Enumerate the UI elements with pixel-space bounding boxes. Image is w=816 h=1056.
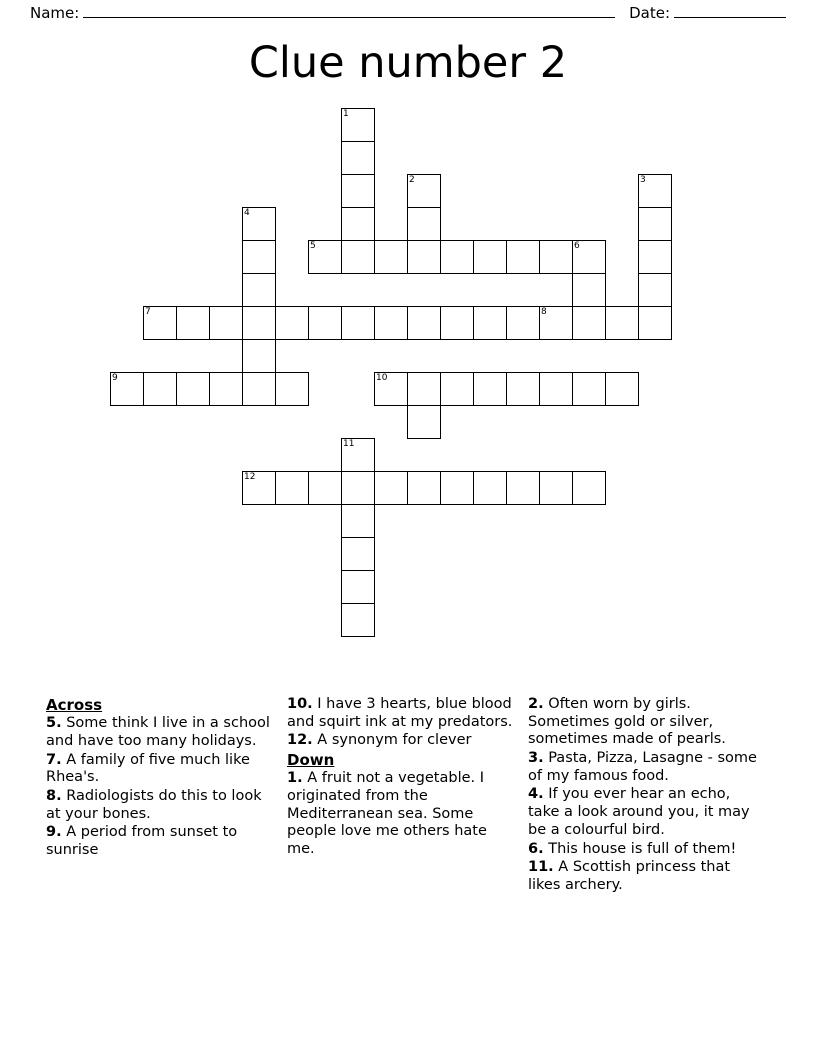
cell-number: 6 (574, 241, 580, 251)
crossword-cell[interactable] (143, 306, 177, 340)
clue-item (46, 824, 275, 859)
crossword-cell[interactable] (473, 240, 507, 274)
crossword-cell[interactable] (341, 471, 375, 505)
crossword-cell[interactable] (473, 471, 507, 505)
name-write-line[interactable] (83, 5, 615, 18)
clue-item (287, 732, 516, 750)
crossword-cell[interactable] (605, 372, 639, 406)
crossword-cell[interactable] (407, 405, 441, 439)
cell-number: 3 (640, 175, 646, 185)
clue-item (528, 786, 757, 839)
clue-item (528, 859, 757, 894)
clue-text: Pasta, Pizza, Lasagne - some of my famous food. (528, 750, 757, 784)
clue-number: 11. (528, 859, 554, 876)
clue-text: Often worn by girls. Sometimes gold or silver, sometimes made of pearls. (528, 696, 726, 748)
cell-number: 10 (376, 373, 388, 383)
crossword-cell[interactable] (176, 306, 210, 340)
page-title: Clue number 2 (248, 38, 568, 88)
crossword-cell[interactable] (341, 603, 375, 637)
crossword-cell[interactable] (242, 273, 276, 307)
cell-number: 7 (145, 307, 151, 317)
crossword-cell[interactable] (374, 471, 408, 505)
crossword-cell[interactable] (341, 141, 375, 175)
cell-number: 4 (244, 208, 250, 218)
clue-text: Radiologists do this to look at your bones. (46, 788, 262, 822)
clue-number: 2. (528, 696, 544, 712)
crossword-cell[interactable] (539, 372, 573, 406)
crossword-cell[interactable] (275, 306, 309, 340)
clue-text: This house is full of them! (543, 840, 737, 857)
crossword-cell[interactable] (341, 306, 375, 340)
clue-text: Some think I live in a school and have too many holidays. (46, 715, 270, 749)
clue-number: 3. (528, 750, 544, 767)
crossword-cell[interactable] (638, 174, 672, 208)
clue-number: 7. (46, 751, 62, 768)
clue-number: 10. (287, 696, 313, 712)
crossword-cell[interactable] (473, 372, 507, 406)
crossword-cell[interactable] (110, 372, 144, 406)
cell-number: 11 (343, 439, 355, 449)
clue-item (528, 750, 757, 785)
clues-column-1 (46, 696, 287, 896)
crossword-cell[interactable] (572, 273, 606, 307)
crossword-cell[interactable] (539, 306, 573, 340)
crossword-cell[interactable] (506, 372, 540, 406)
clue-text: A period from sunset to sunrise (46, 824, 238, 859)
clues-column-2 (287, 696, 528, 896)
crossword-cell[interactable] (341, 108, 375, 142)
crossword-grid[interactable] (0, 108, 816, 668)
clue-number: 12. (287, 732, 313, 749)
crossword-cell[interactable] (572, 306, 606, 340)
crossword-cell[interactable] (374, 372, 408, 406)
clue-text: A synonym for clever (312, 732, 472, 749)
clue-item (287, 770, 516, 858)
clue-number: 6. (528, 840, 544, 857)
date-label: Date: (629, 4, 670, 22)
crossword-cell[interactable] (341, 240, 375, 274)
crossword-cell[interactable] (440, 240, 474, 274)
clue-item (528, 841, 757, 859)
clue-number: 1. (287, 770, 303, 787)
crossword-cell[interactable] (242, 306, 276, 340)
crossword-cell[interactable] (242, 207, 276, 241)
crossword-cell[interactable] (539, 471, 573, 505)
crossword-cell[interactable] (638, 207, 672, 241)
crossword-cell[interactable] (242, 471, 276, 505)
cell-number: 5 (310, 241, 316, 251)
crossword-cell[interactable] (341, 207, 375, 241)
clue-number: 4. (528, 786, 544, 803)
cell-number: 9 (112, 373, 118, 383)
clue-item (528, 696, 757, 749)
crossword-cell[interactable] (308, 240, 342, 274)
crossword-cell[interactable] (242, 240, 276, 274)
crossword-cell[interactable] (341, 504, 375, 538)
crossword-cell[interactable] (209, 306, 243, 340)
clues-section (46, 696, 770, 896)
across-heading: Across (46, 696, 103, 714)
crossword-cell[interactable] (605, 306, 639, 340)
clue-text: A family of five much like Rhea's. (46, 751, 250, 786)
clue-number: 5. (46, 715, 62, 732)
cell-number: 2 (409, 175, 415, 185)
crossword-cell[interactable] (572, 372, 606, 406)
crossword-cell[interactable] (407, 471, 441, 505)
crossword-cell[interactable] (407, 306, 441, 340)
down-heading: Down (287, 751, 335, 770)
crossword-cell[interactable] (341, 537, 375, 571)
crossword-cell[interactable] (407, 174, 441, 208)
crossword-cell[interactable] (539, 240, 573, 274)
crossword-cell[interactable] (407, 207, 441, 241)
clue-item (46, 752, 275, 787)
crossword-cell[interactable] (275, 471, 309, 505)
cell-number: 1 (343, 109, 349, 119)
crossword-cell[interactable] (407, 240, 441, 274)
crossword-cell[interactable] (407, 372, 441, 406)
crossword-cell[interactable] (506, 240, 540, 274)
crossword-cell[interactable] (341, 174, 375, 208)
crossword-cell[interactable] (638, 240, 672, 274)
crossword-cell[interactable] (143, 372, 177, 406)
crossword-cell[interactable] (242, 372, 276, 406)
clue-text: A fruit not a vegetable. I originated from the Mediterranean sea. Some people love me others hate me. (287, 770, 487, 858)
crossword-cell[interactable] (308, 471, 342, 505)
crossword-cell[interactable] (440, 471, 474, 505)
crossword-cell[interactable] (572, 240, 606, 274)
clue-text: A Scottish princess that likes archery. (528, 859, 731, 893)
crossword-cell[interactable] (341, 438, 375, 472)
crossword-cell[interactable] (638, 273, 672, 307)
crossword-cell[interactable] (506, 306, 540, 340)
clue-text: I have 3 hearts, blue blood and squirt ink at my predators. (287, 696, 513, 730)
crossword-cell[interactable] (242, 339, 276, 373)
crossword-cell[interactable] (440, 372, 474, 406)
clue-number: 9. (46, 824, 62, 841)
cell-number: 12 (244, 472, 256, 482)
cell-number: 8 (541, 307, 547, 317)
clue-item (46, 788, 275, 823)
crossword-cell[interactable] (176, 372, 210, 406)
crossword-cell[interactable] (341, 570, 375, 604)
date-write-line[interactable] (674, 5, 786, 18)
crossword-cell[interactable] (440, 306, 474, 340)
name-date-line (30, 4, 786, 22)
crossword-cell[interactable] (209, 372, 243, 406)
clue-item (287, 696, 516, 731)
clue-number: 8. (46, 788, 62, 805)
crossword-cell[interactable] (308, 306, 342, 340)
clue-item (46, 715, 275, 750)
crossword-cell[interactable] (506, 471, 540, 505)
crossword-cell[interactable] (473, 306, 507, 340)
clue-text: If you ever hear an echo, take a look around you, it may be a colourful bird. (528, 786, 750, 838)
crossword-cell[interactable] (374, 306, 408, 340)
crossword-cell[interactable] (572, 471, 606, 505)
name-label: Name: (30, 4, 80, 22)
crossword-cell[interactable] (638, 306, 672, 340)
crossword-cell[interactable] (374, 240, 408, 274)
clues-column-3 (528, 696, 769, 896)
crossword-cell[interactable] (275, 372, 309, 406)
